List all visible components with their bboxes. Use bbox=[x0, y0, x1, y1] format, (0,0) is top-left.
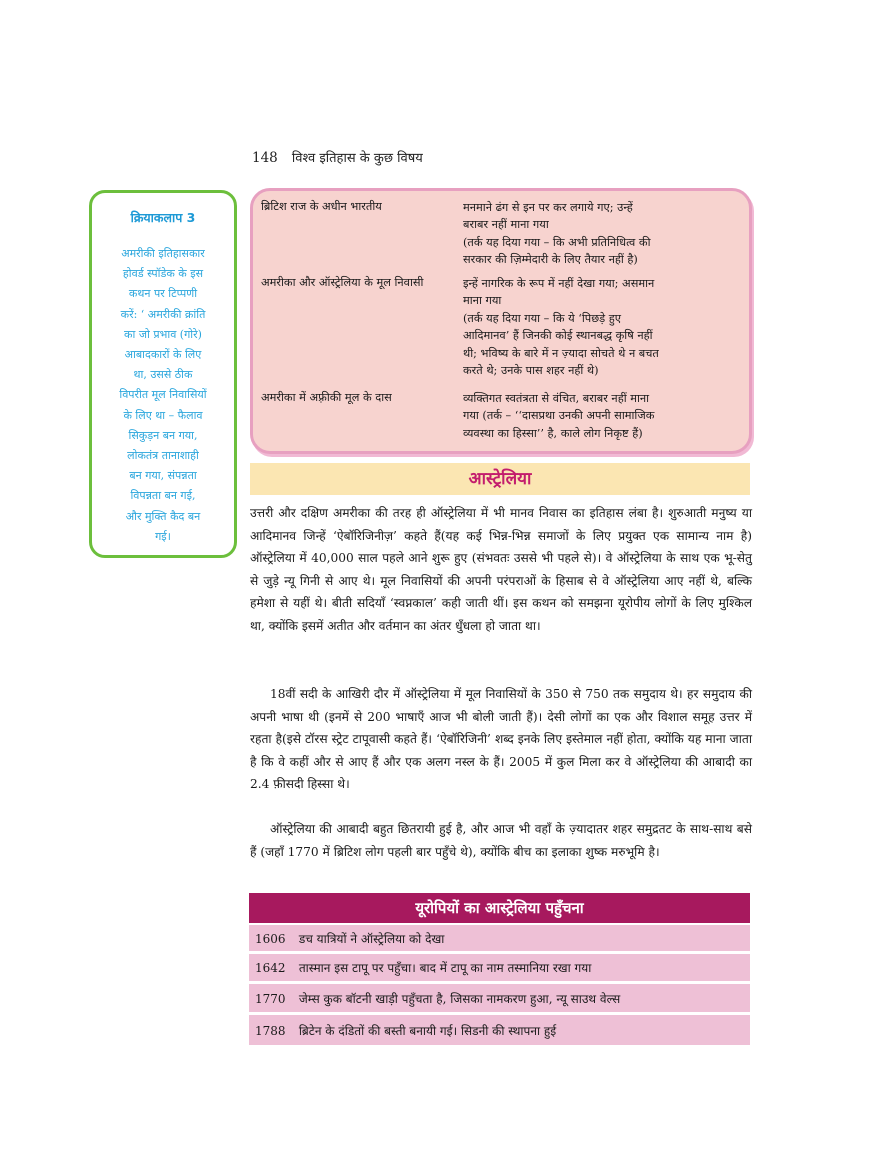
activity-line: होवर्ड स्पॉडेक के इस bbox=[122, 267, 204, 281]
timeline-row bbox=[249, 925, 750, 953]
timeline-row bbox=[249, 984, 750, 1014]
table-group-description bbox=[463, 390, 703, 442]
timeline-text: जेम्स कुक बॉटनी खाड़ी पहुँचता है, जिसका नामकरण हुआ, न्यू साउथ वेल्स bbox=[298, 992, 621, 1006]
table-group-label: ब्रिटिश राज के अधीन भारतीय bbox=[261, 200, 382, 213]
timeline-row bbox=[249, 954, 750, 983]
table-line: इन्हें नागरिक के रूप में नहीं देखा गया; असमान bbox=[463, 277, 655, 290]
timeline-text: ब्रिटेन के दंडितों की बस्ती बनायी गई। सिडनी की स्थापना हुई bbox=[298, 1024, 557, 1038]
activity-line: था, उससे ठीक bbox=[133, 368, 193, 382]
activity-line: और मुक्ति कैद बन bbox=[125, 509, 201, 523]
table-line: बराबर नहीं माना गया bbox=[463, 218, 549, 232]
timeline-row bbox=[249, 1015, 750, 1047]
section-title: आस्ट्रेलिया bbox=[250, 463, 750, 495]
activity-line: आबादकारों के लिए bbox=[124, 348, 202, 362]
book-title: विश्व इतिहास के कुछ विषय bbox=[291, 151, 423, 166]
table-group-description bbox=[463, 275, 703, 379]
activity-line: लोकतंत्र तानाशाही bbox=[127, 449, 199, 463]
activity-box bbox=[89, 190, 237, 558]
activity-line: बन गया, संपन्नता bbox=[129, 469, 197, 483]
body-paragraph: 18वीं सदी के आखिरी दौर में ऑस्ट्रेलिया में मूल निवासियों के 350 से 750 तक समुदाय थे। हर समुदाय की अपनी भाषा थी (इनमें से 200 भाषाएँ आज भी बोली जाती हैं)। देसी लोगों का एक और विशाल समूह उत्तर में रहता है(इसे टॉरस स्ट्रेट टापूवासी कहते हैं। ‘ऐबॉरिजिनी’ शब्द इनके लिए इस्तेमाल नहीं होता, क्योंकि यह माना जाता है कि वे कहीं और से आए हैं और एक अलग नस्ल के हैं। 2005 में कुल मिला कर वे ऑस्ट्रेलिया की आबादी का 2.4 फ़ीसदी हिस्सा थे। bbox=[250, 687, 752, 791]
page-number: 148 bbox=[252, 150, 278, 166]
activity-line: कथन पर टिप्पणी bbox=[128, 287, 198, 301]
table-group-label: अमरीका और ऑस्ट्रेलिया के मूल निवासी bbox=[261, 276, 424, 289]
running-header bbox=[252, 148, 423, 166]
table-line: गया (तर्क – ‘‘दासप्रथा उनकी अपनी सामाजिक bbox=[463, 409, 655, 423]
activity-line: अमरीकी इतिहासकार bbox=[121, 247, 205, 260]
table-line: सरकार की ज़िम्मेदारी के लिए तैयार नहीं है) bbox=[463, 253, 638, 267]
activity-text bbox=[98, 244, 228, 547]
activity-line: विपन्नता बन गई, bbox=[130, 489, 196, 503]
activity-line: गई। bbox=[155, 529, 171, 543]
activity-line: का जो प्रभाव (गोरे) bbox=[124, 327, 202, 341]
timeline-text: डच यात्रियों ने ऑस्ट्रेलिया को देखा bbox=[298, 932, 445, 946]
table-line: माना गया bbox=[463, 294, 502, 308]
activity-title: क्रियाकलाप 3 bbox=[130, 210, 196, 225]
timeline-year: 1770 bbox=[255, 992, 286, 1006]
timeline-text: तास्मान इस टापू पर पहुँचा। बाद में टापू का नाम तस्मानिया रखा गया bbox=[298, 961, 592, 975]
timeline-year: 1606 bbox=[255, 932, 286, 946]
table-line: (तर्क यह दिया गया – कि अभी प्रतिनिधित्व की bbox=[463, 235, 651, 249]
table-line: व्यक्तिगत स्वतंत्रता से वंचित, बराबर नहीं माना bbox=[463, 392, 650, 405]
activity-line: सिकुड़न बन गया, bbox=[128, 428, 198, 442]
timeline-title: यूरोपियों का आस्ट्रेलिया पहुँचना bbox=[249, 893, 750, 923]
inequality-table bbox=[250, 188, 752, 454]
body-paragraph: उत्तरी और दक्षिण अमरीका की तरह ही ऑस्ट्रेलिया में भी मानव निवास का इतिहास लंबा है। शुरुआती मनुष्य या आदिमानव जिन्हें ‘ऐबॉरिजिनीज़’ कहते हैं(यह कई भिन्न-भिन्न समाजों के लिए प्रयुक्त एक सामान्य नाम है) ऑस्ट्रेलिया में 40,000 साल पहले आने शुरू हुए (संभवतः उससे भी पहले से)। वे ऑस्ट्रेलिया के साथ एक भू-सेतु से जुड़े न्यू गिनी से आए थे। मूल निवासियों की अपनी परंपराओं के हिसाब से वे ऑस्ट्रेलिया आए नहीं थे, बल्कि हमेशा से यहीं थे। बीती सदियाँ ‘स्वप्नकाल’ कही जाती थीं। इस कथन को समझना यूरोपीय लोगों के लिए मुश्किल था, क्योंकि इसमें अतीत और वर्तमान का अंतर धुँधला हो जाता था। bbox=[250, 506, 752, 633]
table-group-label: अमरीका में अफ़्रीकी मूल के दास bbox=[261, 391, 392, 404]
table-line: मनमाने ढंग से इन पर कर लगाये गए; उन्हें bbox=[463, 201, 633, 214]
table-group-description bbox=[463, 199, 703, 269]
timeline-year: 1642 bbox=[255, 961, 286, 975]
activity-line: विपरीत मूल निवासियों bbox=[119, 388, 207, 402]
timeline-year: 1788 bbox=[255, 1024, 286, 1038]
activity-line: करें: ‘ अमरीकी क्रांति bbox=[120, 307, 206, 321]
table-line: व्यवस्था का हिस्सा’’ है, काले लोग निकृष्ट हैं) bbox=[463, 426, 643, 440]
table-line: (तर्क यह दिया गया – कि ये ‘पिछड़े हुए bbox=[463, 311, 621, 325]
body-paragraph: ऑस्ट्रेलिया की आबादी बहुत छितरायी हुई है, और आज भी वहाँ के ज़्यादातर शहर समुद्रतट के साथ-साथ बसे हैं (जहाँ 1770 में ब्रिटिश लोग पहली बार पहुँचे थे), क्योंकि बीच का इलाका शुष्क मरुभूमि है। bbox=[250, 822, 752, 859]
table-line: आदिमानव’ हैं जिनकी कोई स्थानबद्ध कृषि नहीं bbox=[463, 329, 653, 343]
activity-line: के लिए था – फैलाव bbox=[123, 408, 203, 422]
table-line: करते थे; उनके पास शहर नहीं थे) bbox=[463, 364, 599, 378]
table-line: थी; भविष्य के बारे में न ज़्यादा सोचते थे न बचत bbox=[463, 346, 659, 360]
